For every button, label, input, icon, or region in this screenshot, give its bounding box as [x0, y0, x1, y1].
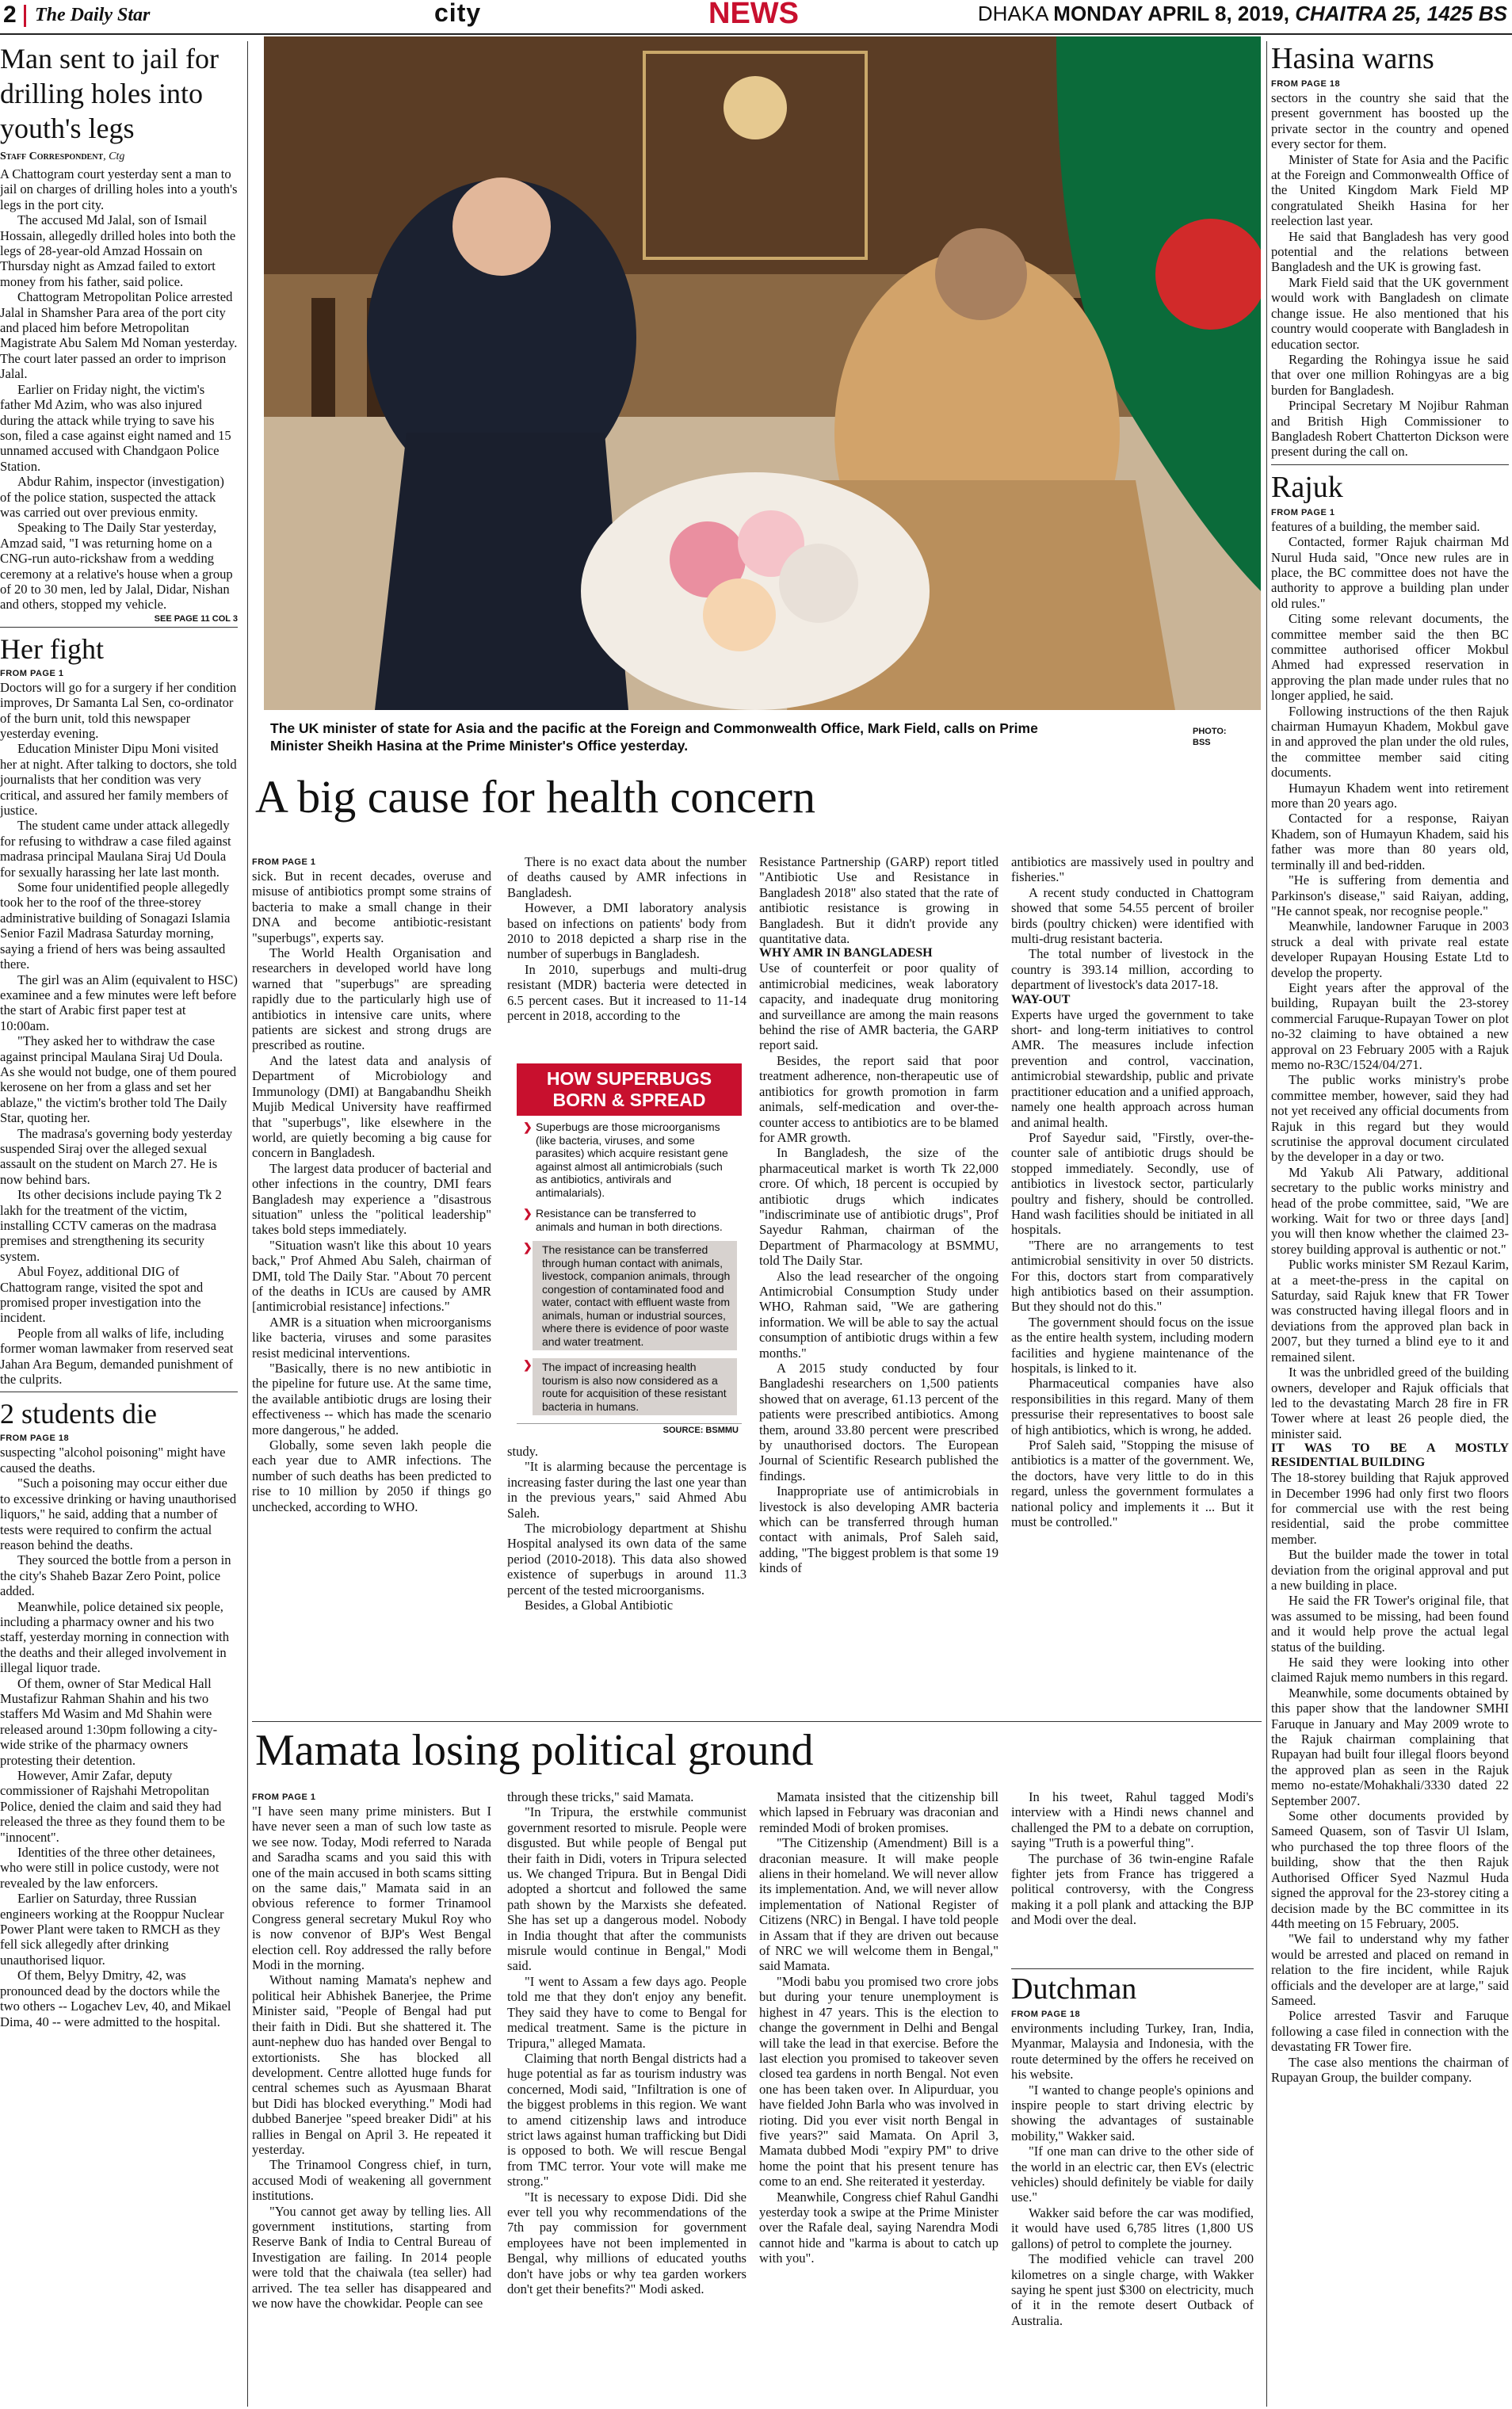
- see-page-link[interactable]: SEE PAGE 11 COL 3: [154, 613, 238, 624]
- jail-body: [0, 166, 238, 613]
- paragraph: Citing some relevant documents, the committee member said the then BC committee authorised officer Mokbul Ahmed had expressed reservation in approving the plan made under rules that no longer applied, he said.: [1271, 611, 1509, 704]
- paragraph: "Modi babu you promised two crore jobs but during your tenure unemployment is highest in 47 years. This is the election to change the government in Delhi and Bengal will take the lead in that exercise. Before the last election you promised to takeover seven closed tea gardens in north Bengal. Not even one has been taken over. In Alipurduar, you have fielded John Barla who was involved in rioting. Did you ever visit north Bengal in five years?" said Mamata. On April 3, Mamata dubbed Modi "expiry PM" to drive home the point that his present tenure has come to an end. She reiterated it yesterday.: [759, 1973, 998, 2189]
- paragraph: sectors in the country she said that the present government has boosted up the private sector in the country and opened every sector for them.: [1271, 90, 1509, 152]
- paragraph: The 18-storey building that Rajuk approved in December 1996 had only first two floors for commercial use with the rest being residential, said the probe committee member.: [1271, 1470, 1509, 1547]
- headline-dutchman: Dutchman: [1011, 1972, 1137, 2006]
- paragraph: "I have seen many prime ministers. But I have never seen a man of such low taste as we see now. Today, Modi referred to Narada and Saradha scams and you said this with one of the main accused in both scams sitting on the same dais," Mamata said in an obvious reference to former Trinamool Congress general secretary Mukul Roy who is now convenor of BJP's West Bengal election cell. Roy addressed the rally before Modi in the morning.: [252, 1804, 491, 1973]
- paragraph: Doctors will go for a surgery if her condition improves, Dr Samanta Lal Sen, co-ordinator of the burn unit, told this newspaper yesterday evening.: [0, 679, 237, 741]
- paragraph: "We fail to understand why my father would be arrested and placed on remand in relation to the fire incident, while Rajuk officials and the developer are at large," said Sameed.: [1271, 1931, 1509, 2008]
- paragraph: "If one man can drive to the other side of the world in an electric car, then EVs (electric vehicles) should definitely be viable for daily use.": [1011, 2144, 1254, 2205]
- paragraph: Identities of the three other detainees, who were still in police custody, were not revealed by the law enforcers.: [0, 1845, 220, 1891]
- section-label: city: [434, 0, 482, 27]
- paragraph: However, Amir Zafar, deputy commissioner of Rajshahi Metropolitan Police, denied the claim and said they had released the three as they found them to be "innocent".: [0, 1768, 225, 1845]
- from-page: FROM PAGE 1: [0, 668, 64, 678]
- paragraph: In Bangladesh, the size of the pharmaceutical market is worth Tk 22,000 crore. Of which, 18 percent is occupied by antibiotic drugs which indicates "indiscriminate use of antibiotic drugs", Prof Sayedur Rahman, chairman of the Department of Pharmacology at BSMMU, told The Daily Star.: [759, 1145, 998, 1269]
- paragraph: The public works ministry's probe committee member, however, said they had not yet received any official documents from Rajuk in this regard but they would scrutinise the approval document circulated by the developer in a day or two.: [1271, 1072, 1509, 1165]
- paragraph: Pharmaceutical companies have also responsibilities in this regard. Many of them pressurise their representatives to boost sale of high antibiotics, which is wrong, he added.: [1011, 1376, 1254, 1437]
- paragraph: "I went to Assam a few days ago. People told me that they don't enjoy any benefit. They said they have to come to Bengal for medical treatment. Same is the picture in Tripura," alleged Mamata.: [507, 1973, 746, 2051]
- paragraph: The modified vehicle can travel 200 kilometres on a single charge, with Wakker saying he spent just $300 on electricity, much of it in the remote desert Outback of Australia.: [1011, 2251, 1254, 2328]
- paragraph: "You cannot get away by telling lies. All government institutions, starting from Reserve Bank of India to Central Bureau of Investigation are failing. In 2014 people were told that the chaiwala (tea seller) had arrived. The tea seller has disappeared and we now have the chowkidar. People can see: [252, 2203, 491, 2311]
- paragraph: Contacted for a response, Raiyan Khadem, son of Humayun Khadem, said his father was more than 80 years old, terminally ill and bed-ridden.: [1271, 811, 1509, 872]
- paragraph: "I wanted to change people's opinions and inspire people to start driving electric by showing the advantages of sustainable mobility," Wakker said.: [1011, 2082, 1254, 2144]
- paragraph: The largest data producer of bacterial and other infections in the country, DMI fears Bangladesh may experience a "disastrous situation" unless the "political leadership" takes bold steps immediately.: [252, 1160, 491, 1238]
- mamata-col-3: [759, 1789, 998, 2407]
- paragraph: Besides, the report said that poor treatment adherence, non-therapeutic use of antibiotics for growth promotion in farm animals, self-medication and over-the-counter access to antibiotics are to be blamed for AMR growth.: [759, 1052, 998, 1145]
- paragraph: Abul Foyez, additional DIG of Chattogram range, visited the spot and promised proper investigation into the incident.: [0, 1264, 204, 1326]
- infographic-item: ❯ Superbugs are those microorganisms (like bacteria, viruses, and some parasites) which acquire resistant gene against almost all antimicrobials (such as antibiotics, antivirals and antimalarials).: [523, 1121, 728, 1199]
- headline-health: A big cause for health concern: [255, 771, 815, 823]
- paragraph: through these tricks," said Mamata.: [507, 1789, 694, 1804]
- paragraph: Contacted, former Rajuk chairman Md Nurul Huda said, "Once new rules are in place, the BC committee does not have the authority to approve a building plan under old rules.": [1271, 534, 1509, 611]
- subhead-way-out: WAY-OUT: [1011, 992, 1071, 1006]
- caption-text: The UK minister of state for Asia and the pacific at the Foreign and Commonwealth Office, Mark Field, calls on Prime Minister Sheikh Hasina at the Prime Minister's Office yesterday.: [270, 720, 1038, 754]
- paragraph: "He is suffering from dementia and Parkinson's disease," said Raiyan, adding, "He cannot speak, nor recognise people.": [1271, 872, 1509, 918]
- paragraph: Prof Sayedur said, "Firstly, over-the-counter sale of antibiotic drugs should be stopped immediately. Secondly, use of antibiotics in livestock sector, particularly poultry and fishery, should be controlled. Hand wash facilities should be initiated in all hospitals.: [1011, 1129, 1254, 1238]
- paragraph: Some four unidentified people allegedly took her to the roof of the three-storey administrative building of Sonagazi Islamia Senior Fazil Madrasa Saturday morning, saying a friend of hers was being assaulted there.: [0, 880, 231, 972]
- paragraph: Principal Secretary M Nojibur Rahman and British High Commissioner to Bangladesh Robert Chatterton Dickson were present during the call on.: [1271, 398, 1509, 460]
- divider: [1011, 1968, 1254, 1969]
- paragraph: The microbiology department at Shishu Hospital analysed its own data of the same period (2010-2018). This data also showed existence of superbugs in around 11.3 percent of the tested microorganisms.: [507, 1521, 746, 1598]
- paragraph: Experts have urged the government to take short- and long-term initiatives to control AMR. The measures include infection prevention and control, vaccination, antimicrobial stewardship, public and private practitioner education and a unified approach, namely one health approach across human and animal health.: [1011, 1006, 1254, 1130]
- paragraph: The case also mentions the chairman of Rupayan Group, the builder company.: [1271, 2054, 1509, 2085]
- page-number: 2: [3, 2, 17, 28]
- paragraph: In 2010, superbugs and multi-drug resistant (MDR) bacteria were detected in 6.5 percent cases. But it increased to 11-14 percent in 2018, according to the: [507, 961, 746, 1024]
- paragraph: Chattogram Metropolitan Police arrested Jalal in Shamsher Para area of the port city and placed him before Metropolitan Magistrate Abu Salem Md Noman yesterday. The court later passed an order to imprison Jalal.: [0, 289, 238, 382]
- two-students-body: [0, 1445, 238, 2029]
- arrow-icon: ❯: [523, 1241, 533, 1254]
- paragraph: He said the FR Tower's original file, that was assumed to be missing, had been found and it would help prove the actual legal status of the building.: [1271, 1593, 1509, 1655]
- paragraph: There is no exact data about the number of deaths caused by AMR infections in Bangladesh.: [507, 854, 746, 900]
- arrow-icon: ❯: [523, 1358, 533, 1371]
- paragraph: People from all walks of life, including former woman lawmaker from reserved seat Jahan Ara Begum, demanded punishment of the culprits.: [0, 1325, 234, 1388]
- from-page: FROM PAGE 1: [252, 1792, 316, 1802]
- arrow-icon: ❯: [523, 1207, 533, 1220]
- paragraph: But the builder made the tower in total deviation from the original approval and put a new building in place.: [1271, 1547, 1509, 1593]
- health-col-4: [1011, 854, 1254, 1718]
- paragraph: Earlier on Friday night, the victim's father Md Azim, who was also injured during the attack while trying to save his son, filed a case against eight named and 15 unnamed accused with Chandgaon Police Station.: [0, 381, 231, 474]
- column-rule: [247, 41, 248, 2407]
- paragraph: Inappropriate use of antimicrobials in livestock is also developing AMR bacteria which can be transferred through human contact with animals, Prof Saleh said, adding, "The biggest problem is that some 19 kinds of: [759, 1483, 998, 1576]
- emblem: [724, 76, 787, 139]
- paragraph: "Basically, there is no new antibiotic in the pipeline for future use. At the same time, the available antibiotic drugs are losing their effectiveness -- which has made the scenario more dangerous," he added.: [252, 1361, 491, 1437]
- news-label: NEWS: [708, 0, 799, 30]
- photo-caption: [264, 715, 1261, 764]
- paragraph: He said they were looking into other claimed Rajuk memo numbers in this regard.: [1271, 1655, 1509, 1686]
- paragraph: Mamata insisted that the citizenship bill which lapsed in February was draconian and reminded Modi of broken promises.: [759, 1789, 998, 1835]
- paragraph: sick. But in recent decades, overuse and misuse of antibiotics prompt some strains of bacteria to make a small change in their DNA and become antibiotic-resistant "superbugs", experts say.: [252, 869, 491, 945]
- headline-her-fight: Her fight: [0, 632, 104, 665]
- infographic-superbugs: [517, 1063, 742, 1434]
- paragraph: In his tweet, Rahul tagged Modi's interview with a Hindi news channel and challenged the PM to a debate on corruption, saying "Truth is a powerful thing".: [1011, 1789, 1254, 1851]
- mamata-col-1: [252, 1789, 491, 2407]
- article-hasina: [1271, 41, 1509, 460]
- hasina-body: [1271, 90, 1509, 460]
- paragraph: It was the unbridled greed of the building owners, developer and Rajuk officials that led to the devastating March 28 fire in FR Tower where at least 26 people died, the minister said.: [1271, 1365, 1509, 1441]
- paragraph: Mark Field said that the UK government would work with Bangladesh on climate change issue. He also mentioned that his country would cooperate with Bangladesh in education sector.: [1271, 274, 1509, 352]
- paragraph: features of a building, the member said.: [1271, 518, 1480, 534]
- paragraph: Without naming Mamata's nephew and political heir Abhishek Banerjee, the Prime Minister said, "People of Bengal had put their faith in Didi. But she shattered it. The aunt-nephew duo has handed over Bengal to extortionists. She has blocked all development. Centre allotted huge funds for central schemes such as Ayusmaan Bharat but Didi has blocked everything." Modi had dubbed Banerjee "speed breaker Didi" at his rallies in Bengal on April 3. He repeated it yesterday.: [252, 1972, 491, 2157]
- rajuk-body: [1271, 519, 1509, 2086]
- paragraph: Use of counterfeit or poor quality of antimicrobial medicines, weak laboratory capacity, and inadequate drug monitoring and surveillance are among the main reasons behind the rise of AMR bacteria, the GARP report said.: [759, 960, 998, 1053]
- paragraph: Wakker said before the car was modified, it would have used 6,785 litres (1,800 US gallons) of petrol to complete the journey.: [1011, 2205, 1254, 2251]
- mamata-col-2: [507, 1789, 746, 2407]
- byline: Staff Correspondent, Ctg: [0, 151, 125, 162]
- headline-mamata: Mamata losing political ground: [255, 1726, 814, 1775]
- infographic-item: ❯ The impact of increasing health tourism is also now considered as a route for acquisition of these resistant bacteria in humans.: [533, 1358, 737, 1415]
- article-mamata: [252, 1724, 1005, 1788]
- masthead: [0, 0, 1512, 35]
- paragraph: AMR is a situation when microorganisms like bacteria, viruses and some parasites resist medicinal interventions.: [252, 1314, 491, 1361]
- paragraph: The madrasa's governing body yesterday suspended Siraj over the alleged sexual assault on the student on March 27. He is now behind bars.: [0, 1125, 233, 1187]
- paragraph: Abdur Rahim, inspector (investigation) of the police station, suspected the attack was carried out over previous enmity.: [0, 474, 224, 520]
- paragraph: Earlier on Saturday, three Russian engineers working at the Rooppur Nuclear Power Plant were taken to RMCH as they fell sick allegedly after drinking unauthorised liquor.: [0, 1891, 224, 1968]
- paragraph: The purchase of 36 twin-engine Rafale fighter jets from France has triggered a political controversy, with the Congress making it a poll plank and attacking the BJP and Modi over the deal.: [1011, 1850, 1254, 1928]
- paragraph: Meanwhile, some documents obtained by this paper show that the landowner SMHI Faruque in January and May 2009 wrote to the Rajuk chairman complaining that Rupayan had built four illegal floors beyond the approved plan as seen in the Rajuk memo no-estate/Mohakhali/3330 dated 22 September 2007.: [1271, 1685, 1509, 1808]
- paragraph: And the latest data and analysis of Department of Microbiology and Immunology (DMI) at Bangabandhu Sheikh Mujib Medical University have reaffirmed that "superbugs", like elsewhere in the world, are quietly becoming a big cause for concern in Bangladesh.: [252, 1052, 491, 1161]
- paragraph: "It is necessary to expose Didi. Did she ever tell you why recommendations of the 7th pay commission for government employees have not been implemented in Bengal, why millions of educated youths don't have jobs or why tea garden workers don't get their benefits?" Modi asked.: [507, 2189, 746, 2296]
- health-col-1: [252, 854, 491, 1718]
- paragraph: The accused Md Jalal, son of Ismail Hossain, allegedly drilled holes into both the legs of 28-year-old Amzad Hossain on Thursday night as Amzad failed to extort money from his father, said police.: [0, 212, 236, 289]
- article-her-fight: [0, 632, 238, 1388]
- paragraph: antibiotics are massively used in poultry and fisheries.": [1011, 854, 1254, 885]
- section-rule: [252, 1721, 1262, 1722]
- paragraph: Its other decisions include paying Tk 2 lakh for the treatment of the victim, installing CCTV cameras on the madrasa premises and strengthening its security system.: [0, 1187, 222, 1264]
- paragraph: environments including Turkey, Iran, India, Myanmar, Malaysia and Indonesia, with the route determined by the offers he received on his website.: [1011, 2021, 1254, 2083]
- paragraph: A recent study conducted in Chattogram showed that some 54.55 percent of broiler birds (poultry chicken) were identified with multi-drug resistant bacteria.: [1011, 884, 1254, 947]
- headline-rajuk: Rajuk: [1271, 470, 1343, 504]
- paragraph: Resistance Partnership (GARP) report titled "Antibiotic Use and Resistance in Bangladesh 2018" also stated that the rate of antibiotic resistance is growing in Bangladesh. But it didn't provide any quantitative data.: [759, 854, 998, 947]
- right-column: [1271, 41, 1509, 2407]
- divider: [1271, 464, 1509, 465]
- paragraph: Globally, some seven lakh people die each year due to AMR infections. The number of such deaths has been predicted to rise to 10 million by 2050 if things go unchecked, according to WHO.: [252, 1437, 491, 1514]
- paragraph: He said that Bangladesh has very good potential and the relations between Bangladesh and the UK is growing fast.: [1271, 228, 1509, 275]
- paragraph: However, a DMI laboratory analysis based on infections on patients' body from 2010 to 2018 depicted a sharp rise in the number of superbugs in Bangladesh.: [507, 900, 746, 962]
- paragraph: Md Yakub Ali Patwary, additional secretary to the public works ministry and head of the probe committee, said, "We are working. Wait for two or three days [and] you will then know whether the claimed 23-storey building approval is authentic or not.": [1271, 1164, 1509, 1257]
- from-page: FROM PAGE 18: [0, 1434, 70, 1444]
- health-col-2-top: [507, 854, 746, 1062]
- paragraph: The total number of livestock in the country is 393.14 million, according to department of livestock's data 2017-18.: [1011, 946, 1254, 993]
- arrow-icon: ❯: [523, 1121, 533, 1133]
- paragraph: Meanwhile, police detained six people, including a pharmacy owner and his two staff, yesterday morning in connection with the deaths and their alleged involvement in illegal liquor trade.: [0, 1598, 230, 1676]
- health-col-2-bottom: [507, 1444, 746, 1718]
- paragraph: Following instructions of the then Rajuk chairman Humayun Khadem, Mokbul gave in and approved the plan under the old rules, the committee member said citing documents.: [1271, 703, 1509, 781]
- photo-credit: PHOTO: BSS: [1193, 727, 1227, 747]
- paragraph: Prof Saleh said, "Stopping the misuse of antibiotics is a matter of the government. We, the doctors, have very little to do in this regard, unless the government formulates a national policy and implements it ... But it must be controlled.": [1011, 1437, 1254, 1530]
- dutchman-body: [1011, 2021, 1254, 2328]
- subhead-residential: IT WAS TO BE A MOSTLY RESIDENTIAL BUILDING: [1271, 1441, 1509, 1470]
- paragraph: Claiming that north Bengal districts had a huge potential as far as tourism industry was concerned, Modi said, "Infiltration is one of the biggest problems in this region. We want to amend citizenship laws and introduce strict laws against human trafficking but Didi is opposed to both. We will rescue Bengal from TMC terror. Your vote will make me strong.": [507, 2050, 746, 2189]
- paragraph: Meanwhile, Congress chief Rahul Gandhi yesterday took a swipe at the Prime Minister over the Rafale deal, saying Narendra Modi cannot hide and "karma is about to catch up with you".: [759, 2189, 998, 2266]
- infographic-list: [517, 1116, 742, 1415]
- paragraph: The World Health Organisation and researchers in developed world have long warned that "superbugs" are spreading rapidly due to the particularly high use of antibiotics in intensive care units, where patients are sickest and strong drugs are prescribed as routine.: [252, 945, 491, 1053]
- paragraph: A Chattogram court yesterday sent a man to jail on charges of drilling holes into a youth's legs in the port city.: [0, 166, 238, 212]
- paragraph: "Such a poisoning may occur either due to excessive drinking or having unauthorised liquors," he said, adding that a number of tests were required to confirm the actual reason behind the deaths.: [0, 1476, 237, 1552]
- article-dutchman: [1011, 1972, 1254, 2407]
- news-photo: [264, 36, 1261, 710]
- paragraph: "The Citizenship (Amendment) Bill is a draconian measure. It will make people aliens in their homeland. We will never allow its implementation. And, we will never allow implementation of National Register of Citizens (NRC) in Bengal. I have told people in Assam that if they are driven out because of NRC we will welcome them in Bengal," said Mamata.: [759, 1835, 998, 1974]
- paragraph: The government should focus on the issue as the entire health system, including modern facilities and hygiene maintenance of the hospitals, is linked to it.: [1011, 1314, 1254, 1376]
- paragraph: Public works minister SM Rezaul Karim, at a meet-the-press in the capital on Saturday, said Rajuk knew that FR Tower was constructed having illegal floors and in deviations from the approved plan back in 2007, but they turned a blind eye to it and remained silent.: [1271, 1257, 1509, 1365]
- paper-name: The Daily Star: [35, 5, 151, 25]
- headline-jail: Man sent to jail for drilling holes into youth's legs: [0, 43, 219, 144]
- column-rule: [1266, 41, 1267, 2407]
- from-page: FROM PAGE 18: [1271, 79, 1341, 89]
- paragraph: Some other documents provided by Sameed Quasem, son of Tasvir Ul Islam, who purchased the top three floors of the building, show that the then Rajuk Authorised Officer Syed Nazmul Huda signed the approval for the 23-storey citing a decision made by the BC committee in its 44th meeting on 15 February, 2005.: [1271, 1808, 1509, 1931]
- paragraph: "There are no arrangements to test antimicrobial sensitivity in over 50 districts. For this, doctors start from comparatively high antibiotics based on their assumption. But they should not do this.": [1011, 1237, 1254, 1315]
- paragraph: Education Minister Dipu Moni visited her at night. After talking to doctors, she told journalists that her condition was very critical, and assured her family members of justice.: [0, 741, 237, 819]
- infographic-title: HOW SUPERBUGS BORN & SPREAD: [517, 1063, 742, 1116]
- divider: [0, 627, 238, 628]
- paragraph: The student came under attack allegedly for refusing to withdraw a case filed against madrasa principal Maulana Siraj Ud Doula for sexually harassing her late last month.: [0, 818, 231, 880]
- paragraph: suspecting "alcohol poisoning" might have caused the deaths.: [0, 1445, 226, 1476]
- paragraph: Regarding the Rohingya issue he said that over one million Rohingyas are a big burden for Bangladesh.: [1271, 351, 1509, 398]
- article-rajuk: [1271, 470, 1509, 2086]
- paragraph: They sourced the bottle from a person in the city's Shaheb Bazar Zero Point, police added.: [0, 1552, 231, 1599]
- paragraph: Speaking to The Daily Star yesterday, Amzad said, "I was returning home on a CNG-run auto-rickshaw from a wedding ceremony at a relative's house when a group of 20 to 30 men, led by Jalal, Didar, Nishan and others, stopped my vehicle.: [0, 520, 233, 613]
- paragraph: Humayun Khadem went into retirement more than 20 years ago.: [1271, 780, 1509, 811]
- paragraph: "Situation wasn't like this about 10 years back," Prof Ahmed Abu Saleh, chairman of DMI, told The Daily Star. "About 70 percent of the deaths in ICUs are caused by AMR [antimicrobial resistance] infections.": [252, 1237, 491, 1315]
- from-page: FROM PAGE 1: [252, 857, 316, 867]
- paragraph: "It is alarming because the percentage is increasing faster during the last one year than in the previous years," said Ahmed Abu Saleh.: [507, 1459, 746, 1521]
- paragraph: Eight years after the approval of the building, Rupayan built the 23-storey commercial Faruque-Rupayan Tower on plot no-32 claiming to have obtained a new approval on 23 February 2005 with a Rajuk memo no-R3C/1524/04/271.: [1271, 979, 1509, 1072]
- masthead-divider: [24, 5, 26, 27]
- infographic-item: ❯ The resistance can be transferred through human contact with animals, livestock, companion animals, through congestion of contaminated food and water, contact with effluent waste from animals, human or industrial sources, where there is evidence of poor waste and water treatment.: [533, 1241, 737, 1350]
- paragraph: Of them, Belyy Dmitry, 42, was pronounced dead by the doctors while the two others -- Logachev Lev, 40, and Mikael Dima, 40 -- were admitted to the hospital.: [0, 1968, 231, 2029]
- infographic-item: ❯ Resistance can be transferred to animals and human in both directions.: [523, 1207, 723, 1233]
- dateline: DHAKA MONDAY APRIL 8, 2019, CHAITRA 25, 1425 BS: [977, 2, 1507, 25]
- subhead-why-amr: WHY AMR IN BANGLADESH: [759, 946, 933, 960]
- paragraph: "In Tripura, the erstwhile communist government resorted to misrule. People were disgusted. But while people of Bengal put their faith in Didi, voters in Tripura selected us. We changed Tripura. But in Bengal Didi adopted a shortcut and followed the same path shown by the Marxists she defeated. She has set up a dangerous model. Nobody in India thought that after the communists misrule would continue in Bengal," Modi said.: [507, 1804, 746, 1974]
- paragraph: Besides, a Global Antibiotic: [525, 1598, 674, 1613]
- headline-two-students: 2 students die: [0, 1398, 157, 1430]
- from-page: FROM PAGE 1: [1271, 507, 1335, 517]
- article-two-students: [0, 1397, 238, 2029]
- paragraph: A 2015 study conducted by four Bangladeshi researchers on 1,500 patients showed that on average, 61.13 percent of the patients were prescribed antibiotics. Among them, around 33.80 percent were prescribed by unauthorised doctors. The European Journal of Scientific Research published the findings.: [759, 1361, 998, 1483]
- photo-illustration: [264, 36, 1261, 710]
- paragraph: Of them, owner of Star Medical Hall Mustafizur Rahman Shahin and his two staffers Md Wasim and Md Shahin were released around 1:30pm following a city-wide strike of the pharmacy owners protesting their detention.: [0, 1675, 218, 1768]
- from-page: FROM PAGE 18: [1011, 2010, 1081, 2019]
- paragraph: Also the lead researcher of the ongoing Antimicrobial Consumption Study under WHO, Rahman said, "We are gathering information. We will be able to say the actual consumption of antibiotic drugs within a few months.": [759, 1268, 998, 1361]
- her-fight-body: [0, 680, 238, 1388]
- paragraph: Police arrested Tasvir and Faruque following a case filed in connection with the devastating FR Tower fire.: [1271, 2008, 1509, 2055]
- headline-hasina: Hasina warns: [1271, 42, 1434, 75]
- paragraph: Minister of State for Asia and the Pacific at the Foreign and Commonwealth Office of the United Kingdom Mark Field MP congratulated Sheikh Hasina for her reelection last year.: [1271, 151, 1509, 229]
- paragraph: The Trinamool Congress chief, in turn, accused Modi of weakening all government institutions.: [252, 2157, 491, 2204]
- infographic-source: SOURCE: BSMMU: [517, 1423, 742, 1435]
- article-jail: [0, 41, 238, 624]
- paragraph: Meanwhile, landowner Faruque in 2003 struck a deal with private real estate developer Rupayan Housing Estate Ltd to develop the property.: [1271, 918, 1509, 980]
- paragraph: "They asked her to withdraw the case against principal Maulana Siraj Ud Doula. As she would not budge, one of them poured kerosene on her from a glass and set her ablaze," the victim's brother told The Daily Star, quoting her.: [0, 1033, 237, 1126]
- paragraph: study.: [507, 1444, 539, 1459]
- mamata-col-4: [1011, 1789, 1254, 1965]
- left-column: [0, 41, 238, 2407]
- health-col-3: [759, 854, 998, 1718]
- paragraph: The girl was an Alim (equivalent to HSC) examinee and a few minutes were left before the start of Arabic first paper test at 10:00am.: [0, 972, 238, 1033]
